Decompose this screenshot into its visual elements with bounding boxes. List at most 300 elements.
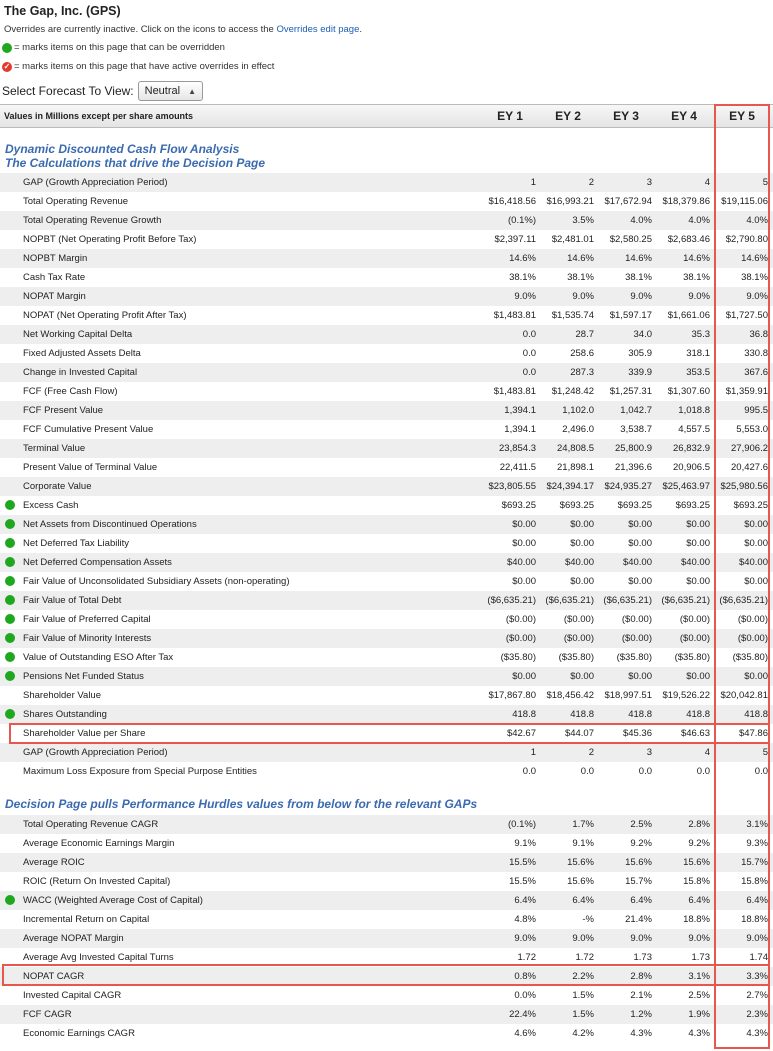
- row-label: Excess Cash: [23, 500, 79, 511]
- row-label: Total Operating Revenue CAGR: [23, 819, 159, 830]
- cell-ey2: $2,481.01: [551, 234, 594, 245]
- cell-ey4: ($0.00): [679, 633, 710, 644]
- cell-ey1: $23,805.55: [488, 481, 536, 492]
- cell-ey5: $20,042.81: [720, 690, 768, 701]
- table-header-label: Values in Millions except per share amounts: [4, 111, 194, 121]
- override-dot-icon[interactable]: [5, 538, 15, 548]
- cell-ey1: 1.72: [517, 952, 536, 963]
- cell-ey2: 9.0%: [572, 933, 594, 944]
- row-label: Average Avg Invested Capital Turns: [23, 952, 174, 963]
- cell-ey4: 418.8: [686, 709, 710, 720]
- cell-ey1: $2,397.11: [494, 234, 536, 245]
- cell-ey3: 1.73: [633, 952, 652, 963]
- cell-ey1: 9.0%: [514, 933, 536, 944]
- cell-ey1: 23,854.3: [499, 443, 536, 454]
- cell-ey4: $1,307.60: [667, 386, 710, 397]
- row-label: Net Assets from Discontinued Operations: [23, 519, 197, 530]
- forecast-value: Neutral: [144, 85, 181, 97]
- row-label: Terminal Value: [23, 443, 86, 454]
- row-label: Shareholder Value per Share: [23, 728, 146, 739]
- row-label: Total Operating Revenue: [23, 196, 129, 207]
- cell-ey1: 1,394.1: [504, 405, 536, 416]
- cell-ey1: ($6,635.21): [487, 595, 536, 606]
- cell-ey3: 1.2%: [630, 1009, 652, 1020]
- cell-ey5: 2.3%: [746, 1009, 768, 1020]
- row-label: Pensions Net Funded Status: [23, 671, 144, 682]
- cell-ey4: 4.0%: [688, 215, 710, 226]
- cell-ey2: 1.5%: [572, 1009, 594, 1020]
- col-header-ey2: EY 2: [555, 109, 581, 123]
- cell-ey1: (0.1%): [508, 819, 536, 830]
- table-row: [0, 534, 773, 553]
- cell-ey5: 3.3%: [746, 971, 768, 982]
- cell-ey3: ($0.00): [621, 614, 652, 625]
- cell-ey3: 21.4%: [625, 914, 652, 925]
- cell-ey3: $45.36: [622, 728, 652, 739]
- cell-ey4: $0.00: [686, 671, 710, 682]
- cell-ey4: 318.1: [686, 348, 710, 359]
- col-header-ey3: EY 3: [613, 109, 639, 123]
- cell-ey5: 27,906.2: [731, 443, 768, 454]
- cell-ey5: $2,790.80: [725, 234, 768, 245]
- cell-ey1: 6.4%: [514, 895, 536, 906]
- override-dot-icon[interactable]: [5, 519, 15, 529]
- cell-ey3: 15.6%: [625, 857, 652, 868]
- cell-ey1: 0.0: [522, 348, 536, 359]
- cell-ey4: 15.6%: [683, 857, 710, 868]
- cell-ey2: -%: [582, 914, 594, 925]
- cell-ey3: 3: [646, 177, 652, 188]
- cell-ey1: 22,411.5: [499, 462, 536, 473]
- override-dot-icon[interactable]: [5, 709, 15, 719]
- forecast-select[interactable]: [138, 81, 203, 101]
- cell-ey2: 15.6%: [567, 876, 594, 887]
- row-label: Total Operating Revenue Growth: [23, 215, 162, 226]
- row-label: Cash Tax Rate: [23, 272, 86, 283]
- cell-ey5: 9.3%: [746, 838, 768, 849]
- row-label: NOPAT Margin: [23, 291, 86, 302]
- cell-ey3: 3: [646, 747, 652, 758]
- cell-ey3: 34.0: [633, 329, 652, 340]
- table-row: [0, 249, 773, 268]
- dcf-table: [0, 104, 773, 128]
- row-label: Change in Invested Capital: [23, 367, 138, 378]
- legend-active-overrides: [2, 61, 274, 72]
- table-row: [0, 910, 773, 929]
- cell-ey2: 2: [588, 747, 594, 758]
- table-row: [0, 724, 773, 743]
- table-row: [0, 872, 773, 891]
- cell-ey4: 14.6%: [683, 253, 710, 264]
- cell-ey4: 6.4%: [688, 895, 710, 906]
- cell-ey4: 0.0: [696, 766, 710, 777]
- cell-ey3: 14.6%: [625, 253, 652, 264]
- cell-ey3: $0.00: [628, 519, 652, 530]
- row-label: Shareholder Value: [23, 690, 101, 701]
- cell-ey5: 2.7%: [746, 990, 768, 1001]
- cell-ey1: 4.8%: [514, 914, 536, 925]
- overrides-edit-link[interactable]: Overrides edit page: [276, 24, 360, 35]
- table-row: [0, 496, 773, 515]
- cell-ey2: 4.2%: [572, 1028, 594, 1039]
- table-row: [0, 439, 773, 458]
- override-check-icon: ✓: [3, 62, 11, 71]
- cell-ey1: $16,418.56: [488, 196, 536, 207]
- cell-ey1: $0.00: [512, 671, 536, 682]
- cell-ey3: 9.2%: [630, 838, 652, 849]
- table-row: [0, 967, 773, 986]
- cell-ey2: $0.00: [570, 538, 594, 549]
- cell-ey3: 418.8: [628, 709, 652, 720]
- cell-ey5: $0.00: [744, 576, 768, 587]
- cell-ey4: $0.00: [686, 538, 710, 549]
- cell-ey4: $693.25: [675, 500, 710, 511]
- cell-ey3: ($35.80): [616, 652, 652, 663]
- row-label: Fair Value of Preferred Capital: [23, 614, 151, 625]
- cell-ey5: 5,553.0: [736, 424, 768, 435]
- table-row: [0, 591, 773, 610]
- table-row: [0, 344, 773, 363]
- cell-ey4: 4.3%: [688, 1028, 710, 1039]
- cell-ey3: 2.8%: [630, 971, 652, 982]
- override-dot-icon[interactable]: [5, 633, 15, 643]
- table-row: [0, 629, 773, 648]
- legend-active-text: = marks items on this page that have active overrides in effect: [14, 61, 275, 72]
- cell-ey4: 1.9%: [688, 1009, 710, 1020]
- cell-ey5: 6.4%: [746, 895, 768, 906]
- cell-ey3: 4.3%: [630, 1028, 652, 1039]
- cell-ey1: 14.6%: [509, 253, 536, 264]
- cell-ey1: ($0.00): [505, 633, 536, 644]
- row-label: Average ROIC: [23, 857, 85, 868]
- cell-ey2: $0.00: [570, 576, 594, 587]
- row-label: NOPAT CAGR: [23, 971, 85, 982]
- cell-ey3: 339.9: [628, 367, 652, 378]
- row-label: FCF (Free Cash Flow): [23, 386, 118, 397]
- row-label: Fair Value of Minority Interests: [23, 633, 152, 644]
- row-label: Corporate Value: [23, 481, 92, 492]
- table-row: [0, 986, 773, 1005]
- cell-ey3: 9.0%: [630, 933, 652, 944]
- row-label: WACC (Weighted Average Cost of Capital): [23, 895, 203, 906]
- cell-ey5: 18.8%: [741, 914, 768, 925]
- cell-ey3: 38.1%: [625, 272, 652, 283]
- cell-ey1: 15.5%: [509, 876, 536, 887]
- cell-ey5: $0.00: [744, 519, 768, 530]
- table-row: [0, 287, 773, 306]
- row-label: Net Deferred Tax Liability: [23, 538, 129, 549]
- cell-ey4: $40.00: [680, 557, 710, 568]
- section-title-line2: The Calculations that drive the Decision Page: [5, 156, 266, 170]
- table-row: [0, 572, 773, 591]
- cell-ey3: ($6,635.21): [603, 595, 652, 606]
- cell-ey1: $0.00: [512, 538, 536, 549]
- cell-ey1: $0.00: [512, 519, 536, 530]
- cell-ey1: $17,867.80: [488, 690, 536, 701]
- row-label: Incremental Return on Capital: [23, 914, 150, 925]
- section-title-line1: Dynamic Discounted Cash Flow Analysis: [5, 142, 240, 156]
- cell-ey3: 1,042.7: [620, 405, 652, 416]
- cell-ey1: $1,483.81: [493, 310, 536, 321]
- table-row: [0, 648, 773, 667]
- table-row: [0, 211, 773, 230]
- cell-ey4: $18,379.86: [662, 196, 710, 207]
- row-label: FCF Present Value: [23, 405, 104, 416]
- cell-ey3: $18,997.51: [604, 690, 652, 701]
- override-dot-icon[interactable]: [5, 557, 15, 567]
- cell-ey2: 0.0: [580, 766, 594, 777]
- cell-ey3: 15.7%: [625, 876, 652, 887]
- table-row: [0, 477, 773, 496]
- cell-ey4: 18.8%: [683, 914, 710, 925]
- row-label: NOPAT (Net Operating Profit After Tax): [23, 310, 187, 321]
- cell-ey5: 15.7%: [741, 857, 768, 868]
- cell-ey1: $40.00: [506, 557, 536, 568]
- table-row: [0, 762, 773, 781]
- cell-ey4: $0.00: [686, 576, 710, 587]
- table-row: [0, 363, 773, 382]
- cell-ey1: 418.8: [512, 709, 536, 720]
- cell-ey5: 4.3%: [746, 1028, 768, 1039]
- row-label: Fixed Adjusted Assets Delta: [23, 348, 141, 359]
- cell-ey5: 5: [762, 177, 768, 188]
- cell-ey5: 38.1%: [741, 272, 768, 283]
- cell-ey5: $0.00: [744, 538, 768, 549]
- cell-ey5: ($0.00): [737, 614, 768, 625]
- cell-ey4: 1.73: [691, 952, 710, 963]
- row-label: Fair Value of Total Debt: [23, 595, 122, 606]
- cell-ey3: 0.0: [638, 766, 652, 777]
- cell-ey3: $1,597.17: [609, 310, 652, 321]
- cell-ey2: 1.5%: [572, 990, 594, 1001]
- row-label: Net Working Capital Delta: [23, 329, 133, 340]
- cell-ey5: 367.6: [744, 367, 768, 378]
- cell-ey4: 4,557.5: [678, 424, 710, 435]
- row-label: FCF CAGR: [23, 1009, 72, 1020]
- row-label: Average NOPAT Margin: [23, 933, 124, 944]
- table-row: [0, 553, 773, 572]
- table-row: [0, 458, 773, 477]
- cell-ey5: $40.00: [738, 557, 768, 568]
- cell-ey1: 0.0%: [514, 990, 536, 1001]
- cell-ey4: $1,661.06: [667, 310, 710, 321]
- section-title-hurdles: [5, 797, 477, 811]
- row-label: GAP (Growth Appreciation Period): [23, 177, 168, 188]
- cell-ey4: $25,463.97: [662, 481, 710, 492]
- override-dot-icon[interactable]: [5, 671, 15, 681]
- cell-ey2: $40.00: [564, 557, 594, 568]
- cell-ey1: 9.1%: [514, 838, 536, 849]
- cell-ey2: 15.6%: [567, 857, 594, 868]
- cell-ey3: $0.00: [628, 538, 652, 549]
- table-row: [0, 306, 773, 325]
- override-dot-icon[interactable]: [5, 576, 15, 586]
- cell-ey4: ($35.80): [674, 652, 710, 663]
- cell-ey2: 14.6%: [567, 253, 594, 264]
- row-label: Maximum Loss Exposure from Special Purpose Entities: [23, 766, 257, 777]
- cell-ey5: ($35.80): [732, 652, 768, 663]
- table-row: [0, 743, 773, 762]
- table-row: [0, 382, 773, 401]
- cell-ey4: 3.1%: [688, 971, 710, 982]
- cell-ey3: 2.1%: [630, 990, 652, 1001]
- section-title-dcf: [5, 142, 265, 170]
- cell-ey3: $17,672.94: [604, 196, 652, 207]
- cell-ey1: 1: [530, 177, 536, 188]
- table-row: [0, 815, 773, 834]
- cell-ey2: 1.7%: [572, 819, 594, 830]
- cell-ey4: $19,526.22: [662, 690, 710, 701]
- cell-ey5: 9.0%: [746, 291, 768, 302]
- row-label: Average Economic Earnings Margin: [23, 838, 175, 849]
- row-label: NOPBT Margin: [23, 253, 88, 264]
- cell-ey5: $47.86: [738, 728, 768, 739]
- cell-ey4: 35.3: [691, 329, 710, 340]
- cell-ey3: $693.25: [617, 500, 652, 511]
- cell-ey1: 9.0%: [514, 291, 536, 302]
- row-label: Value of Outstanding ESO After Tax: [23, 652, 174, 663]
- cell-ey3: 3,538.7: [620, 424, 652, 435]
- cell-ey4: ($0.00): [679, 614, 710, 625]
- cell-ey5: 5: [762, 747, 768, 758]
- cell-ey5: 14.6%: [741, 253, 768, 264]
- cell-ey4: 9.0%: [688, 291, 710, 302]
- cell-ey1: ($0.00): [505, 614, 536, 625]
- cell-ey2: 258.6: [570, 348, 594, 359]
- cell-ey2: 24,808.5: [557, 443, 594, 454]
- forecast-label: Select Forecast To View:: [2, 84, 134, 98]
- cell-ey1: $1,483.81: [493, 386, 536, 397]
- cell-ey3: 25,800.9: [615, 443, 652, 454]
- cell-ey3: 2.5%: [630, 819, 652, 830]
- cell-ey2: $16,993.21: [546, 196, 594, 207]
- legend-overridable: [2, 42, 225, 53]
- col-header-ey1: EY 1: [497, 109, 523, 123]
- notice-suffix: .: [359, 24, 363, 35]
- cell-ey2: 3.5%: [572, 215, 594, 226]
- cell-ey3: 6.4%: [630, 895, 652, 906]
- cell-ey2: 418.8: [570, 709, 594, 720]
- cell-ey1: ($35.80): [500, 652, 536, 663]
- cell-ey2: 2: [588, 177, 594, 188]
- row-label: Shares Outstanding: [23, 709, 107, 720]
- cell-ey5: 995.5: [744, 405, 768, 416]
- cell-ey3: ($0.00): [621, 633, 652, 644]
- table-header: [0, 105, 773, 128]
- cell-ey2: 21,898.1: [557, 462, 594, 473]
- row-label: Invested Capital CAGR: [23, 990, 122, 1001]
- cell-ey5: 9.0%: [746, 933, 768, 944]
- cell-ey5: 330.8: [744, 348, 768, 359]
- table-row: [0, 667, 773, 686]
- table-row: [0, 192, 773, 211]
- cell-ey2: 9.1%: [572, 838, 594, 849]
- cell-ey2: ($6,635.21): [545, 595, 594, 606]
- cell-ey4: 20,906.5: [673, 462, 710, 473]
- cell-ey4: 9.2%: [688, 838, 710, 849]
- cell-ey5: $19,115.06: [721, 196, 768, 207]
- cell-ey2: 9.0%: [572, 291, 594, 302]
- page-title: The Gap, Inc. (GPS): [4, 4, 121, 18]
- table-row: [0, 268, 773, 287]
- table-row: [0, 325, 773, 344]
- cell-ey5: $25,980.56: [720, 481, 768, 492]
- cell-ey5: 1.74: [749, 952, 768, 963]
- cell-ey4: 4: [704, 177, 710, 188]
- cell-ey1: (0.1%): [508, 215, 536, 226]
- row-label: Present Value of Terminal Value: [23, 462, 158, 473]
- cell-ey5: $1,359.91: [725, 386, 768, 397]
- row-label: Economic Earnings CAGR: [23, 1028, 135, 1039]
- cell-ey2: 1,102.0: [562, 405, 594, 416]
- override-dot-icon[interactable]: [5, 652, 15, 662]
- cell-ey5: ($0.00): [737, 633, 768, 644]
- cell-ey4: 9.0%: [688, 933, 710, 944]
- cell-ey3: $0.00: [628, 671, 652, 682]
- table-row: [0, 1024, 773, 1043]
- table-row: [0, 515, 773, 534]
- cell-ey2: ($0.00): [563, 633, 594, 644]
- cell-ey1: $693.25: [501, 500, 536, 511]
- row-label: Net Deferred Compensation Assets: [23, 557, 172, 568]
- cell-ey5: 36.8: [749, 329, 768, 340]
- cell-ey2: $1,248.42: [551, 386, 594, 397]
- overrides-notice: [4, 24, 362, 35]
- cell-ey5: $693.25: [733, 500, 768, 511]
- cell-ey1: 15.5%: [509, 857, 536, 868]
- cell-ey2: $0.00: [570, 671, 594, 682]
- cell-ey5: 15.8%: [741, 876, 768, 887]
- cell-ey4: $2,683.46: [667, 234, 710, 245]
- table-row: [0, 834, 773, 853]
- table-row: [0, 610, 773, 629]
- cell-ey5: $1,727.50: [725, 310, 768, 321]
- cell-ey2: $44.07: [564, 728, 594, 739]
- override-dot-icon[interactable]: [5, 614, 15, 624]
- table-row: [0, 420, 773, 439]
- cell-ey1: 0.8%: [514, 971, 536, 982]
- row-label: FCF Cumulative Present Value: [23, 424, 154, 435]
- cell-ey4: $0.00: [686, 519, 710, 530]
- table-row: [0, 686, 773, 705]
- cell-ey1: 0.0: [522, 367, 536, 378]
- cell-ey5: ($6,635.21): [719, 595, 768, 606]
- table-row: [0, 948, 773, 967]
- cell-ey2: $1,535.74: [551, 310, 594, 321]
- cell-ey5: 418.8: [744, 709, 768, 720]
- cell-ey5: $0.00: [744, 671, 768, 682]
- override-dot-icon[interactable]: [5, 895, 15, 905]
- row-label: ROIC (Return On Invested Capital): [23, 876, 171, 887]
- cell-ey4: 2.5%: [688, 990, 710, 1001]
- notice-text: Overrides are currently inactive. Click on the icons to access the: [4, 24, 277, 35]
- cell-ey1: 4.6%: [514, 1028, 536, 1039]
- cell-ey1: 0.0: [522, 329, 536, 340]
- cell-ey3: $24,935.27: [604, 481, 652, 492]
- cell-ey1: $42.67: [506, 728, 536, 739]
- cell-ey1: 1,394.1: [504, 424, 536, 435]
- green-dot-icon: [2, 43, 12, 53]
- cell-ey4: 38.1%: [683, 272, 710, 283]
- cell-ey4: 26,832.9: [673, 443, 710, 454]
- cell-ey3: 9.0%: [630, 291, 652, 302]
- cell-ey2: 38.1%: [567, 272, 594, 283]
- legend-overridable-text: = marks items on this page that can be overridden: [14, 42, 225, 53]
- cell-ey2: 2.2%: [572, 971, 594, 982]
- override-dot-icon[interactable]: [5, 595, 15, 605]
- table-row: [0, 1005, 773, 1024]
- override-dot-icon[interactable]: [5, 500, 15, 510]
